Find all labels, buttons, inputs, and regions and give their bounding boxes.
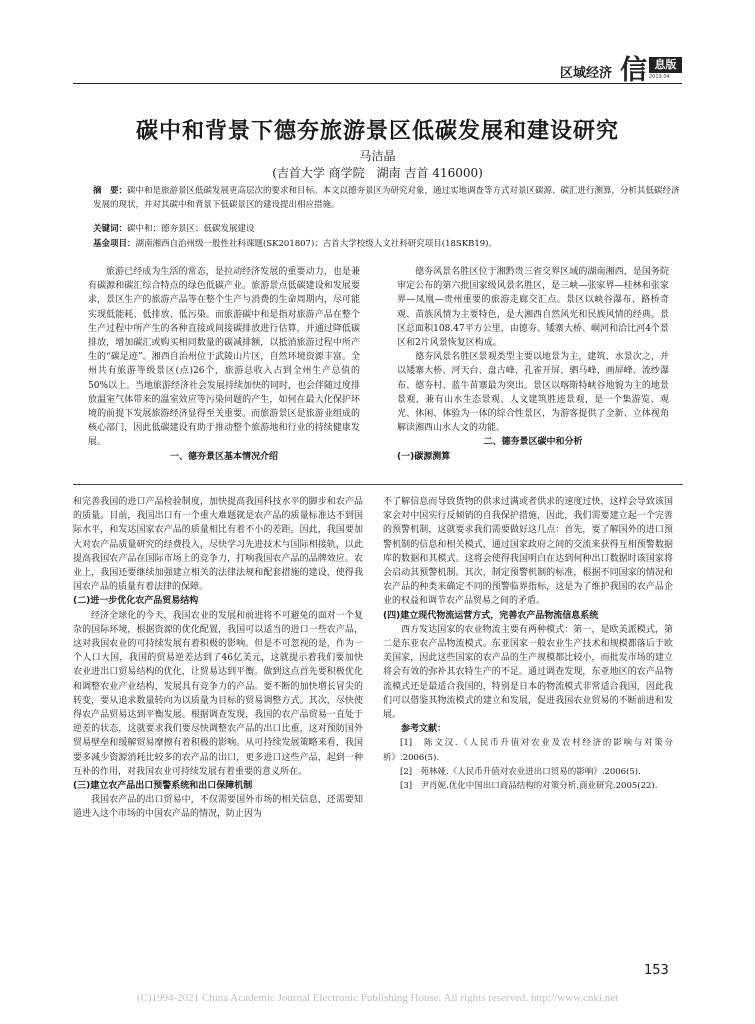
header-rule xyxy=(73,83,682,84)
paragraph: 和完善我国的进口产品检验制度，加快提高我国科技水平的脚步和农产品的质量。目前，我国出口有一个重大难题就是农产品的质量标准达不到国际水平，和发达国家农产品的质量相比有着不小的差距。因此，我国要加大对农产品质量研究的经费投入，尽快学习先进技术与国际相接轨，以此提高我国农产品在国际市场上的竞争力，打响我国农产品的品牌效应。农业上，我国还要继续加强建立相关的法律法规和配套措施的建设，使得我国农产品的质量有着法律的保障。 xyxy=(73,497,363,593)
author-affiliation: (吉首大学 商学院 湖南 吉首 416000) xyxy=(272,166,483,180)
paragraph: 西方发达国家的农业物流主要有两种模式：第一，是欧美派模式，第二是东亚农产品物流模式。东亚国家一般农业生产技术和规模都落后于欧美国家，因此这些国家的农产品的生产规模都比较小，而批发市场的建立将会有效的弥补其农特生产的不足。通过调查发现，东亚地区的农产品物流模式还是最适合我国的，特别是日本的物流模式非常适合我国，因此我们可以借鉴其物流模式的建立和发展，促进我国农业贸易的不断前进和发展。 xyxy=(383,624,673,721)
abstract-label: 摘 要： xyxy=(93,186,128,196)
subsection-heading: (二)进一步优化农产品贸易结构 xyxy=(73,596,199,607)
abstract-text: 碳中和是旅游景区低碳发展更高层次的要求和目标。本文以德夯景区为研究对象，通过实地调查等方式对景区碳源、碳汇进行测算，分析其低碳经济发展的现状，并对其碳中和背景下低碳景区的建设提出相应措施。 xyxy=(93,186,680,210)
subsection-heading: (一)碳源测算 xyxy=(397,451,451,462)
reference-item: [1] 陈文汉.《人民币升值对农业及农村经济的影响与对策分析》.2006(5). xyxy=(383,738,673,763)
references-heading: 参考文献： xyxy=(401,724,447,735)
logo-issue: 2019.04 xyxy=(649,74,670,80)
paragraph: 经济全球化的今天，我国农业的发展和前进将不可避免的面对一个复杂的国际环境，根据资源的优化配置，我国可以适当的进口一些农产品，这对我国农业的可持续发展有着积极的影响。但是不可忽视的是，作为一个人口大国，我国的贸易逆差达到了46亿美元，这就提示着我们要加快农业进出口贸易结构的优化，让贸易达到平衡。做到这点首先要积极优化和调整农业产业结构，发展具有竞争力的产品。要不断的加快増长冒尖的转变，要从追求数量转向为以质量为目标的贸易调整方式。其次，尽快使得农产品贸易达到平衡发展。根据调查发现，我国的农产品贸易一直处于逆差的状态，这就要求我们要尽快调整农产品的出口比重，这对预防国外贸易壁垒和缓解贸易摩擦有着积极的影响。从可持续发展策略来看，我国要多减少资源消耗比较多的农产品的出口，更多进口这些产品，起到一种互补的作用，对我国农业可持续发展有着重要的意义所在。 xyxy=(73,610,363,777)
keywords-label: 关键词： xyxy=(93,224,128,234)
page-number: 153 xyxy=(644,963,669,978)
reference-item: [3] 尹肖妮.优化中国出口商品结构的对策分析.商业研究.2005(22). xyxy=(400,781,658,792)
keywords-text: 碳中和；德夯景区；低碳发展建设 xyxy=(127,224,255,234)
copyright-footer: (C)1994-2021 China Academic Journal Electronic Publishing House. All rights reserved. http://www.cnki.net xyxy=(136,992,619,1004)
fund xyxy=(93,237,685,251)
reference-item: [2] 苑林娅.《人民币升值对农业进出口贸易的影响》.2006(5). xyxy=(400,766,641,777)
article-title: 碳中和背景下德夯旅游景区低碳发展和建设研究 xyxy=(135,119,619,144)
abstract xyxy=(93,184,685,212)
paragraph: 旅游已经成为生活的常态，是拉动经济发展的重要动力，也是兼有碳源和碳汇综合特点的绿色低碳产业。旅游景点低碳建设和发展要求，景区生产的旅游产品等在整个生产与消费的生命周期内，尽可能实现低能耗、低排放、低污染。而旅游碳中和是指对旅游产品在整个生产过程中所产生的各种直接或间接碳排放进行估算，并通过降低碳排放，增加碳汇或购买相同数量的碳减排额，以抵消旅游过程中所产生的“碳足迹”。湘西自治州位于武陵山片区，自然环境资源丰富。全州共有旅游等级景区(点)26个，旅游总收入占到全州生产总值的50%以上。当地旅游经济社会发展持续加快的同时，也会伴随过度排放温室气体带来的温室效应等污染问题的产生，如何在最大化保护环境的前提下发展旅游经济显得至关重要。而旅游景区是旅游业组成的核心部门，因此低碳建设有助于推动整个旅游地和行业的持续健康发展。 xyxy=(88,267,361,448)
paragraph: 德夯风景名胜区景观类型主要以地景为主，建筑、水景次之，并以矮寨大桥、河天台、盘古峰、孔雀开屏、驷马峰、画屏峰、流纱瀑布、德夯村、蓝牛苗寨最为突出。景区以喀斯特峡谷地貌为主的地景景观，兼有山水生态景观、人文建筑胜迹景观，是一个集游览、观光、休闲、体验为一体的综合性景区，为游客提供了全新、立体视角解读湘西山水人文的功能。 xyxy=(397,352,669,434)
bottom-right-column xyxy=(383,495,673,793)
fund-label: 基金项目： xyxy=(93,239,136,249)
journal-section: 区域经济 xyxy=(559,66,612,81)
subsection-heading: (四)建立现代物流运营方式，完善农产品物流信息系统 xyxy=(383,610,599,621)
paragraph: 不了解信息而导致货物的供求过满或者供求的速度过快，这样会导致该国家会对中国实行反倾销的自我保护措施，因此，我们需要建立起一个完善的预警机制，这就要求我们需要做好这几点：首先，要了解国外的进口预警机制的信息和相关模式，通过国家政府之间的交流来获得互相预警数据库的数据和其模式。这将会使得我国明白在达到何种出口数据时该国家将会启动其预警机制。其次，制定预警机制的标准，根据不同国家的情况和农产品的种类来确定不同的预警临界指标，这是为了维护我国的农产品企业的权益和调节农产品贸易之间的矛盾。 xyxy=(383,497,673,607)
paragraph: 我国农产品的出口贸易中，不仅需要国外市场的相关信息，还需要知道进入这个市场的中国农产品的情况，防止因为 xyxy=(73,795,363,820)
paragraph: 德夯风景名胜区位于湘黔贵三省交界区域的湖南湘西，是国务院审定公布的第六批国家级风景名胜区，是三峡—张家界—桂林和张家界—凤凰—贵州重要的旅游走廊交汇点。景区以峡谷瀑布、路桥奇观、苗族风情为主要特色，是大湘西自然风光和民族风情的经典。景区总面积108.47平方公里，由德夯、矮寨大桥、峒河和洽比河4个景区和2片风景恢复区构成。 xyxy=(397,267,669,349)
section-heading: 一、德夯景区基本情况介绍 xyxy=(169,451,278,462)
logo-character: 信 xyxy=(620,55,647,86)
logo-box-text: 息版 xyxy=(649,57,682,73)
bottom-left-column xyxy=(73,495,363,822)
top-left-column xyxy=(88,265,360,464)
keywords xyxy=(93,222,685,236)
section-heading: 二、德夯景区碳中和分析 xyxy=(483,437,583,448)
page-divider xyxy=(73,484,683,485)
journal-logo xyxy=(620,54,686,84)
subsection-heading: (三)建立农产品出口预警系统和出口保障机制 xyxy=(73,781,253,792)
top-right-column xyxy=(397,265,669,464)
author-name: 马洁晶 xyxy=(359,149,396,163)
fund-text: 湖南湘西自治州级一般性社科课题(SK201807)；吉首大学校级人文社科研究项目(18SKB19)。 xyxy=(135,239,497,249)
